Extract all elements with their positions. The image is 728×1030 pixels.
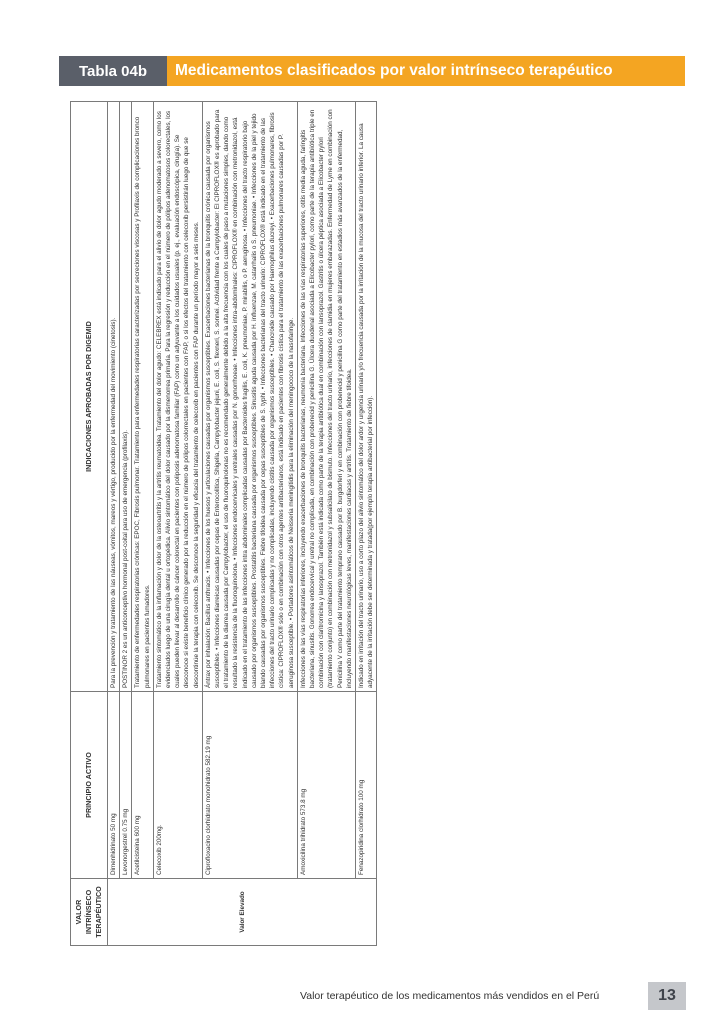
drug-cell: Celecoxib 200mg. <box>153 692 202 879</box>
table-title: Medicamentos clasificados por valor intrínseco terapéutico <box>167 56 685 86</box>
table-row <box>108 102 120 946</box>
table-id-label: Tabla 04b <box>59 56 167 86</box>
indication-cell: Tratamiento sintomático de la inflamación y dolor de la osteoartritis y la artritis reumatoidea. Tratamiento del dolor agudo: CELEBREX está indicado para el alivio de dolor agudo moderado a severo, como los evidenciados luego de una cirugía dental u ortopédica. Alivio sintomático del dolor causado por la dismenorrea primaria. Para la regresión y reducción en el número de pólipos adenomatosos colorectales, los cuales pueden llevar al desarrollo de cáncer colorectal en pacientes con poliposis adenomatosa familiar (FAP) como un adyuvante a los cuidados usuales (p. ej., evaluación endoscópica, cirugía). Se desconoce si existe beneficio clínico generado por la reducción en el número de pólipos colorrectales en pacientes con FAP, o si los efectos del tratamiento con celecoxib persistirán luego de que se descontinúe la terapia con celecoxib. Se desconoce la seguridad y eficacia del tratamiento de celecoxib en pacientes con FAP durante un período mayor a seis meses. <box>153 102 202 692</box>
column-header-indications: INDICACIONES APROBADAS POR DIGEMID <box>71 102 108 692</box>
indication-cell: Para la prevención y tratamiento de las náuseas, vómitos, mareos y vértigo, producido por la enfermedad del movimiento (cinetosis). <box>108 102 120 692</box>
table-row <box>153 102 202 946</box>
table-row <box>297 102 355 946</box>
footer-text: Valor terapéutico de los medicamentos más vendidos en el Perú <box>300 990 600 1002</box>
table-row <box>120 102 132 946</box>
drug-cell: Dimenhidrinato 50 mg <box>108 692 120 879</box>
column-header-value: VALOR INTRÍNSECO TERAPÉUTICO <box>71 879 108 946</box>
indication-cell: POSTINOR 2 es un anticonceptivo hormonal post-coital para uso de emergencia (profilaxis). <box>120 102 132 692</box>
indication-cell: Infecciones de las vías respiratorias inferiores, incluyendo exacerbaciones de bronquitis bacterianas, neumonía bacteriana. Infecciones de las vías respiratorias superiores, otitis media aguda, faringitis bacteriana, sinusitis. Gonorrea endocervical y uretral no complicada, en combinación con probenecid y penicilina G. Úlcera duodenal asociada a Elicobacter pylori, como parte de la terapia antibiótica triple en combinación con claritromicina y lansoprazol. También está indicada como parte de la terapia antibiótica dual en combinación con lansoprazol. Gastritis o úlcera péptica asociada a Elicobacter pylori (tratamiento conjunto) en combinación con metronidazol y subsalicilato de bismuto. Infecciones del tracto urinario, infecciones de clamidia en mujeres embarazadas. Enfermedad de Lyme en combinación con Penicilina V como parte del tratamiento temprano causado por B. burgdorferi y en combinación con probenecid y penicilina G como parte del tratamiento en estadios más avanzados de la enfermedad, incluyendo manifestaciones neurológicas leves, manifestaciones cardiacas y artritis. Tratamiento de fiebre tifoidea. <box>297 102 355 692</box>
rotated-table-container <box>70 101 496 946</box>
table-row <box>132 102 153 946</box>
indication-cell: Ántrax por inhalación: Bacillus anthracis. • Infecciones de los huesos y articulaciones causadas por organismos susceptibles. Exacerbaciones bacterianas de la bronquitis crónica causada por organismos susceptibles. • Infecciones diarreicas causadas por cepas de Enterocolitica, Shigella, Campylobacter jejuni, E. coli, S. flexneri, S. sonnei. Actividad frente a Campylobacter: El CIPROFLOX® es aprobado para el tratamiento de la diarrea causada por Campylobacter, el uso de fluoroquinolonas no es recomendado generalmente debido a la alta frecuencia con los cuales de paso a mutaciones simples, dando como resultado la resistencia de la fluoroquinolona. • Infecciones endocervicales y uretrales causadas por N. gonorrhoeae. • Infecciones intra-abdominales: CIPROFLOX® en combinación con metronidazol, está indicado en el tratamiento de las infecciones intra abdominales complicadas causadas por Bacteroides fragilis, E. coli, K. pneumoniae, P. mirabilis, o P. aeruginosa. • Infecciones del tracto respiratorio bajo causado por organismos susceptibles. Prostatitis bacteriana causada por organismos susceptibles. Sinusitis aguda causada por H. influenzae, M. catarrhalis o S. pneumoniae. • Infecciones de la piel y tejido blando causadas por organismos susceptibles. Fiebre tifoidea causada por cepas susceptibles de S. typhi. • Infecciones bacterianas del tracto urinario: CIPROFLOX® está indicado en el tratamiento de las infecciones del tracto urinario complicadas y no complicadas, incluyendo cistitis causada por organismos susceptibles. • Chancroide causado por Haemophilus ducreyi. • Exacerbaciones pulmonares, fibrosis cística: CIPROFLOX® sólo o en combinación con otros agentes antibacterianos, está indicado en pacientes con fibrosis cística para el tratamiento de las exacerbaciones pulmonares causadas por P. aeruginosa susceptible. • Portadores asintomáticos de Neisseria meningitidis para la eliminación del meningococo de la nasofaringe. <box>202 102 297 692</box>
table-header-band <box>59 56 685 86</box>
indication-cell: Indicado en irritación del tracto urinario, uso a corto plazo del alivio sintomático del dolor ardor y urgencia urinaria y/o frecuencia causada por la irritación de la mucosa del tracto urinario inferior. La causa adyacente de la irritación debe ser determinada y tratada(por ejemplo terapia antibacterial por infección). <box>356 102 377 692</box>
indication-cell: Tratamiento de enfermedades respiratorias crónicas: EPOC, Fibrosis pulmonar. Tratamiento para enfermedades respiratorias caracterizadas por secreciones viscosas y Profilaxis de complicaciones bronco pulmonares en pacientes fumadores. <box>132 102 153 692</box>
drug-cell: Acetilcisteina 600 mg <box>132 692 153 879</box>
drug-cell: Ciprofloxacino clorhidrato monohidrato 582.19 mg <box>202 692 297 879</box>
drug-cell: Fenazopiridina clorhidrato 100 mg <box>356 692 377 879</box>
column-header-active-ingredient: PRINCIPIO ACTIVO <box>71 692 108 879</box>
drug-cell: Amoxicilina trihidrato 573.8 mg <box>297 692 355 879</box>
table-row <box>202 102 297 946</box>
table-row <box>356 102 377 946</box>
therapeutic-value-cell: Valor Elevado <box>108 879 377 946</box>
page-number: 13 <box>648 982 686 1010</box>
drug-cell: Levonorgestrel 0.75 mg <box>120 692 132 879</box>
medications-table <box>70 101 377 946</box>
table-header-row <box>71 102 108 946</box>
